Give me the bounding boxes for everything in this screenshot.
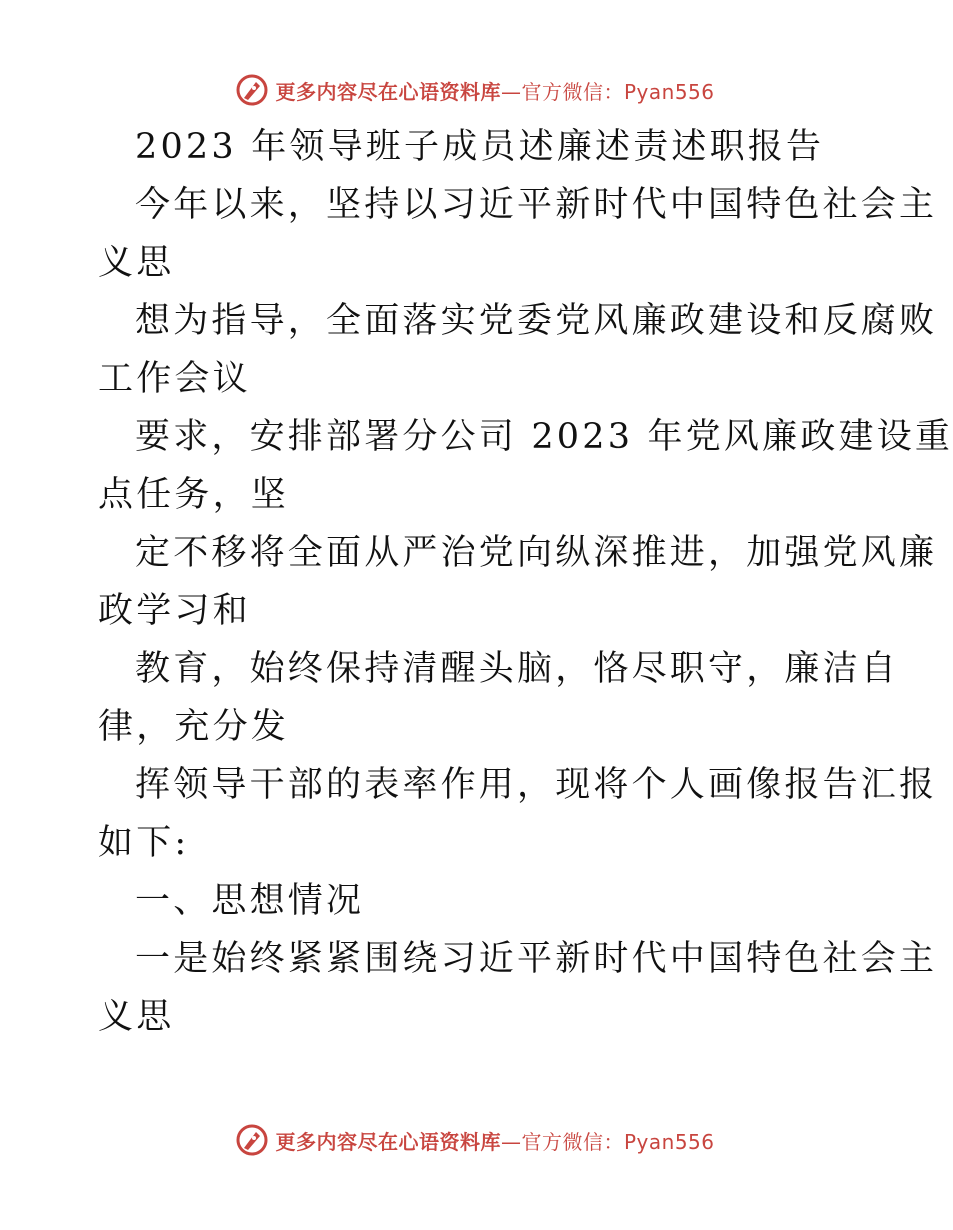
text-line: 一是始终紧紧围绕习近平新时代中国特色社会主 [135,939,938,979]
pen-nib-logo-icon [235,1123,269,1157]
watermark-wechat-id: Pyan556 [623,1129,715,1154]
watermark-wechat-id: Pyan556 [623,79,715,104]
watermark-dash: — [500,79,522,104]
section-heading: 一、思想情况 [135,881,365,921]
text-line: 定不移将全面从严治党向纵深推进，加强党风廉 [135,533,938,573]
text-line: 义思 [98,243,175,283]
text-line: 点任务，坚 [98,475,290,515]
watermark-site: 更多内容尽在心语资料库 [275,1129,501,1154]
watermark-site: 更多内容尽在心语资料库 [275,79,501,104]
text-line: 想为指导，全面落实党委党风廉政建设和反腐败 [135,301,938,341]
pen-nib-logo-icon [235,73,269,107]
text-line: 政学习和 [98,591,251,631]
text-line: 如下: [98,823,190,863]
watermark-dash: — [500,1129,522,1154]
text-line: 义思 [98,997,175,1037]
text-line: 今年以来，坚持以习近平新时代中国特色社会主 [135,185,938,225]
document-body [98,118,953,1046]
watermark-wechat-label: 官方微信： [521,79,624,104]
text-line: 挥领导干部的表率作用，现将个人画像报告汇报 [135,765,938,805]
footer-watermark [0,1120,950,1160]
text-line: 要求，安排部署分公司 2023 年党风廉政建设重 [135,417,953,457]
watermark-text [275,76,714,105]
text-line: 律，充分发 [98,707,290,747]
text-line: 工作会议 [98,359,251,399]
document-title: 2023 年领导班子成员述廉述责述职报告 [135,127,825,167]
text-line: 教育，始终保持清醒头脑，恪尽职守，廉洁自 [135,649,900,689]
watermark-text [275,1126,714,1155]
watermark-wechat-label: 官方微信： [521,1129,624,1154]
header-watermark [0,70,950,110]
